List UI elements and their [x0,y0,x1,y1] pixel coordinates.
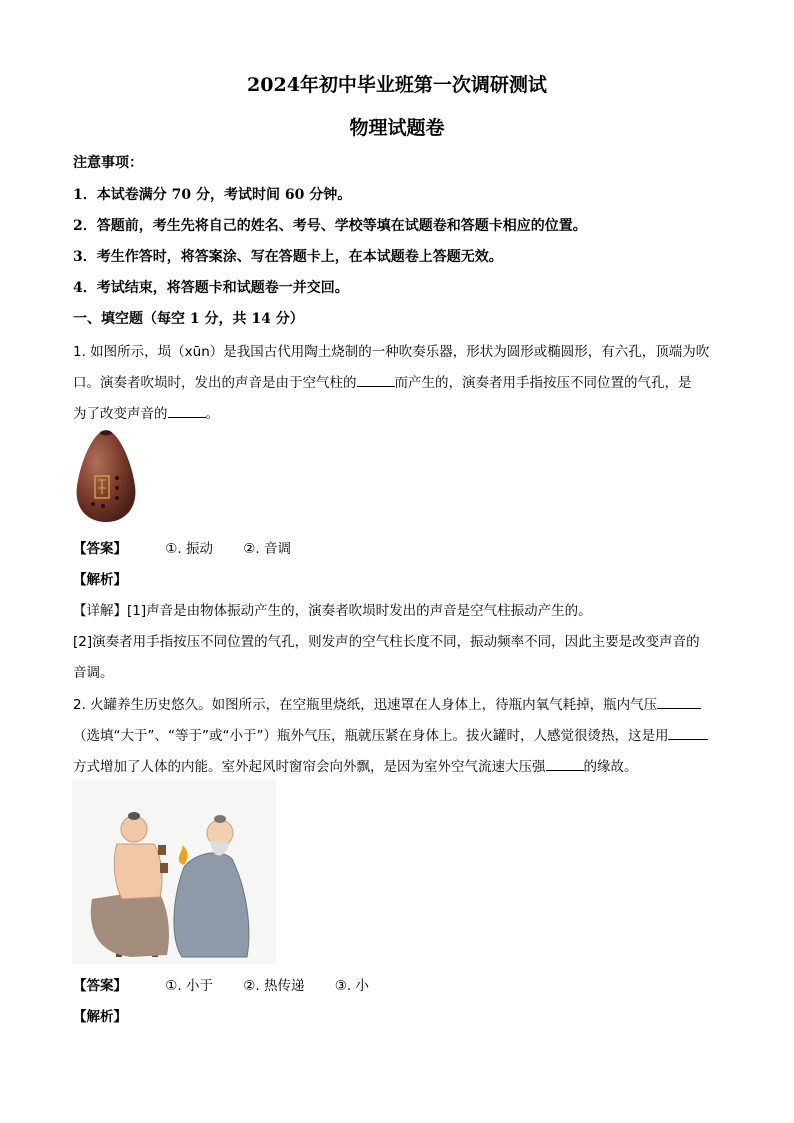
section-heading: 一、填空题（每空 1 分，共 14 分） [73,311,304,327]
exam-subtitle: 物理试题卷 [349,117,445,139]
answer-row: 【答案】 ①. 振动 ②. 音调 [73,541,291,557]
notice-item: 1．本试卷满分 70 分，考试时间 60 分钟。 [73,187,352,203]
answer-item: ①. 振动 [165,541,213,557]
answer-item: ③. 小 [334,978,369,994]
answer-blank [168,405,206,418]
notice-item: 3．考生作答时，将答案涂、写在答题卡上，在本试题卷上答题无效。 [73,249,503,265]
notice-item: 4．考试结束，将答题卡和试题卷一并交回。 [73,280,349,296]
answer-blank [668,727,708,740]
answer-item: ②. 热传递 [243,978,305,994]
exam-title: 2024年初中毕业班第一次调研测试 [247,74,547,96]
question-1-line: 1. 如图所示，埙（xūn）是我国古代用陶土烧制的一种吹奏乐器，形状为圆形或椭圆形，有六孔，顶端为吹 [73,344,710,360]
analysis-tag: 【解析】 [73,572,127,588]
question-2-line: 方式增加了人体的内能。室外起风时窗帘会向外飘，是因为室外空气流速大压强 的缘故。 [73,759,638,775]
question-1-line: 为了改变声音的 。 [73,406,219,422]
answer-row: 【答案】 ①. 小于 ②. 热传递 ③. 小 [73,978,369,994]
question-1-line: 口。演奏者吹埙时，发出的声音是由于空气柱的 而产生的，演奏者用手指按压不同位置的气孔，是 [73,375,692,391]
question-2-line: 2. 火罐养生历史悠久。如图所示，在空瓶里烧纸，迅速罩在人身体上，待瓶内氧气耗掉，瓶内气压 [73,693,701,713]
notice-heading: 注意事项： [73,155,143,171]
xun-instrument-image [73,428,139,524]
answer-item: ①. 小于 [165,978,213,994]
analysis-line: 【详解】[1]声音是由物体振动产生的，演奏者吹埙时发出的声音是空气柱振动产生的。 [73,603,592,619]
answer-blank [546,758,584,771]
analysis-tag: 【解析】 [73,1009,127,1025]
answer-blank [357,374,395,387]
analysis-line: 音调。 [73,665,114,681]
analysis-line: [2]演奏者用手指按压不同位置的气孔，则发声的空气柱长度不同，振动频率不同，因此主要是改变声音的 [73,634,700,650]
answer-blank [657,696,701,709]
question-2-line: （选填“大于”、“等于”或“小于”）瓶外气压，瓶就压紧在身体上。拔火罐时，人感觉很烫热，这是用 [73,724,708,744]
notice-item: 2．答题前，考生先将自己的姓名、考号、学校等填在试题卷和答题卡相应的位置。 [73,218,587,234]
answer-item: ②. 音调 [243,541,291,557]
cupping-illustration [72,779,276,964]
